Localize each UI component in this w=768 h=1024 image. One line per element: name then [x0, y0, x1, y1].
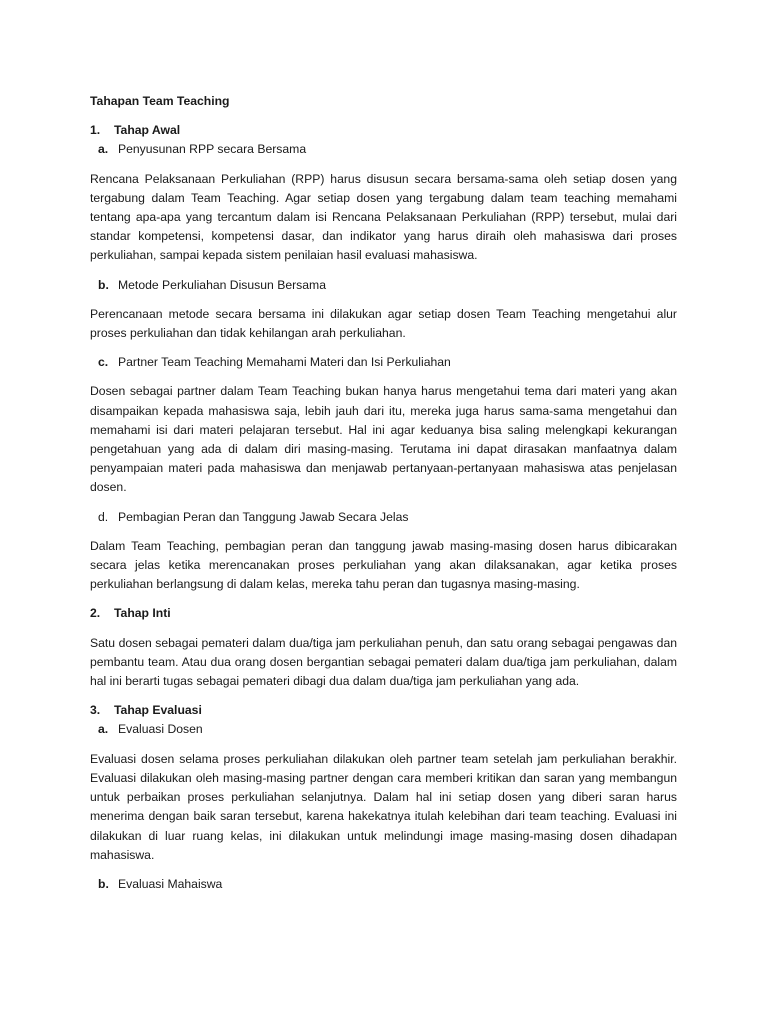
subsection-1b-title: Metode Perkuliahan Disusun Bersama [118, 277, 326, 292]
subsection-1c-paragraph: Dosen sebagai partner dalam Team Teaching bukan hanya harus mengetahui tema dari materi yang akan disampaikan kepada mahasiswa saja, lebih jauh dari itu, mereka juga harus sama-sama mengetahui dan memahami isi dari materi pelajaran tersebut. Hal ini agar keduanya bisa saling melengkapi kekurangan pengetahuan yang ada di dalam diri masing-masing. Terutama ini dapat dirasakan manfaatnya dalam penyampaian materi pada mahasiswa dan menjawab pertanyaan-pertanyaan mahasiswa atas penjelasan dosen. [90, 384, 677, 495]
subsection-3b-heading [98, 875, 677, 894]
stage-2-paragraph: Satu dosen sebagai pemateri dalam dua/tiga jam perkuliahan penuh, dan satu orang sebagai pengawas dan pembantu team. Atau dua orang dosen bergantian sebagai pemateri dalam dua/tiga jam perkuliahan, dalam hal ini berarti tugas sebagai pemateri dibagi dua dalam dua/tiga jam perkuliahan yang ada. [90, 635, 677, 689]
subsection-1b-heading [98, 276, 677, 295]
stage-3-title: Tahap Evaluasi [114, 703, 202, 718]
stage-3-heading [90, 701, 677, 720]
subsection-3a-title: Evaluasi Dosen [118, 722, 203, 737]
subsection-1d-letter: d. [98, 509, 109, 524]
subsection-1a-heading [98, 140, 677, 159]
stage-3-number: 3. [90, 703, 101, 718]
subsection-1a-title: Penyusunan RPP secara Bersama [118, 142, 307, 157]
subsection-1b-paragraph: Perencanaan metode secara bersama ini dilakukan agar setiap dosen Team Teaching mengetahui alur proses perkuliahan dan tidak kehilangan arah perkuliahan. [90, 306, 677, 341]
subsection-1c-heading [98, 353, 677, 372]
document-title: Tahapan Team Teaching [90, 94, 230, 108]
subsection-1c-title: Partner Team Teaching Memahami Materi dan Isi Perkuliahan [118, 355, 451, 370]
subsection-1d-heading [98, 508, 677, 527]
stage-2-title: Tahap Inti [114, 606, 171, 621]
subsection-1d-title: Pembagian Peran dan Tanggung Jawab Secara Jelas [118, 509, 409, 524]
stage-1-number: 1. [90, 123, 101, 138]
document-body [90, 92, 677, 902]
subsection-1a-paragraph: Rencana Pelaksanaan Perkuliahan (RPP) harus disusun secara bersama-sama oleh setiap dosen yang tergabung dalam Team Teaching. Agar setiap dosen yang tergabung dalam team teaching memahami tentang apa-apa yang tercantum dalam isi Rencana Pelaksanaan Perkuliahan (RPP) tersebut, mulai dari standar kompetensi, kompetensi dasar, dan indikator yang harus diraih oleh mahasiswa dari proses perkuliahan, sampai kepada sistem penilaian hasil evaluasi mahasiswa. [90, 171, 677, 263]
stage-2-number: 2. [90, 606, 101, 621]
stage-1-title: Tahap Awal [114, 123, 181, 138]
subsection-3a-letter: a. [98, 722, 109, 737]
subsection-3a-heading [98, 720, 677, 739]
subsection-1a-letter: a. [98, 142, 109, 157]
subsection-3b-title: Evaluasi Mahaiswa [118, 876, 223, 891]
subsection-1c-letter: c. [98, 355, 109, 370]
stage-2-heading [90, 604, 677, 623]
subsection-1d-paragraph: Dalam Team Teaching, pembagian peran dan tanggung jawab masing-masing dosen harus dibicarakan secara jelas ketika merencanakan proses perkuliahan yang akan dilaksanakan, agar ketika proses perkuliahan berlangsung di dalam kelas, mereka tahu peran dan tugasnya masing-masing. [90, 538, 677, 592]
stage-1-heading [90, 121, 677, 140]
subsection-1b-letter: b. [98, 277, 109, 292]
subsection-3b-letter: b. [98, 876, 109, 891]
subsection-3a-paragraph: Evaluasi dosen selama proses perkuliahan dilakukan oleh partner team setelah jam perkuliahan berakhir. Evaluasi dilakukan oleh masing-masing partner dengan cara memberi kritikan dan saran yang membangun untuk perbaikan proses perkuliahan selanjutnya. Dalam hal ini setiap dosen yang diberi saran harus menerima dengan baik saran tersebut, karena hakekatnya itulah kelebihan dari team teaching. Evaluasi ini dilakukan di luar ruang kelas, ini dilakukan untuk melindungi image masing-masing dosen dihadapan mahasiswa. [90, 751, 677, 862]
